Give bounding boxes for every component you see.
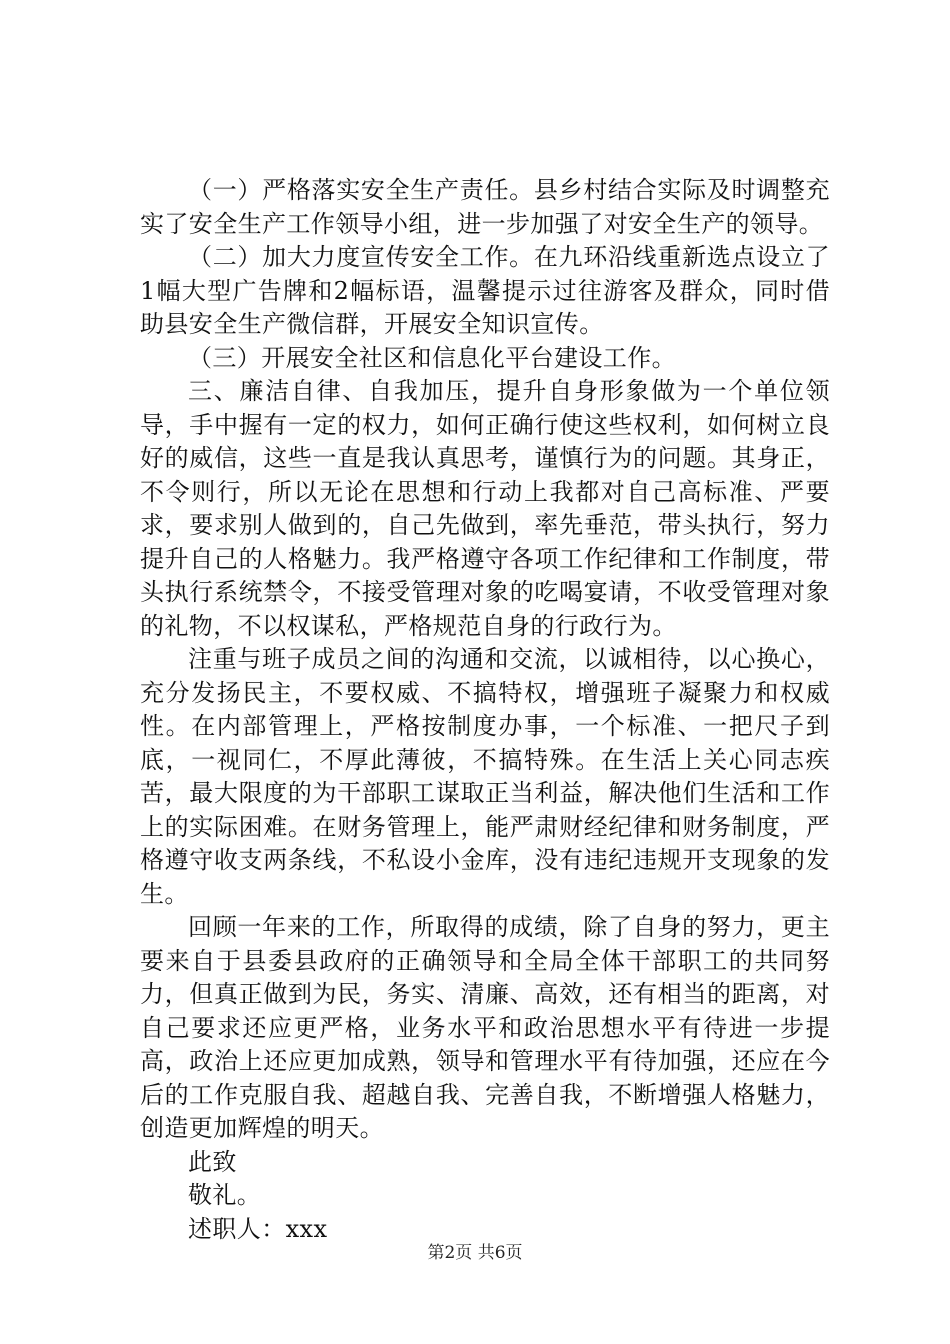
- closing-regards: 敬礼。: [188, 1181, 262, 1209]
- paragraph-safety-publicity: （二）加大力度宣传安全工作。在九环沿线重新选点设立了1幅大型广告牌和2幅标语，温馨提示过往游客及群众，同时借助县安全生产微信群，开展安全知识宣传。: [140, 243, 830, 338]
- page-number-footer: 第2页 共6页: [427, 1243, 523, 1263]
- paragraph-safety-responsibility: （一）严格落实安全生产责任。县乡村结合实际及时调整充实了安全生产工作领导小组，进一步加强了对安全生产的领导。: [140, 176, 830, 238]
- paragraph-review: 回顾一年来的工作，所取得的成绩，除了自身的努力，更主要来自于县委县政府的正确领导和全局全体干部职工的共同努力，但真正做到为民，务实、清廉、高效，还有相当的距离，对自己要求还应更严格，业务水平和政治思想水平有待进一步提高，政治上还应更加成熟，领导和管理水平有待加强，还应在今后的工作克服自我、超越自我、完善自我，不断增强人格魅力，创造更加辉煌的明天。: [140, 913, 830, 1142]
- paragraph-safety-community: （三）开展安全社区和信息化平台建设工作。: [188, 343, 676, 372]
- paragraph-integrity: 三、廉洁自律、自我加压，提升自身形象做为一个单位领导，手中握有一定的权力，如何正确行使这些权利，如何树立良好的威信，这些一直是我认真思考，谨慎行为的问题。其身正，不令则行，所以无论在思想和行动上我都对自己高标准、严要求，要求别人做到的，自己先做到，率先垂范，带头执行，努力提升自己的人格魅力。我严格遵守各项工作纪律和工作制度，带头执行系统禁令，不接受管理对象的吃喝宴请，不收受管理对象的礼物，不以权谋私，严格规范自身的行政行为。: [140, 377, 830, 640]
- document-body: [140, 174, 830, 1246]
- paragraph-team-communication: 注重与班子成员之间的沟通和交流，以诚相待，以心换心，充分发扬民主，不要权威、不搞特权，增强班子凝聚力和权威性。在内部管理上，严格按制度办事，一个标准、一把尺子到底，一视同仁，不厚此薄彼，不搞特殊。在生活上关心同志疾苦，最大限度的为干部职工谋取正当利益，解决他们生活和工作上的实际困难。在财务管理上，能严肃财经纪律和财务制度，严格遵守收支两条线，不私设小金库，没有违纪违规开支现象的发生。: [140, 645, 830, 908]
- closing-salutation: 此致: [188, 1147, 237, 1176]
- signature-line: 述职人：xxx: [188, 1214, 328, 1243]
